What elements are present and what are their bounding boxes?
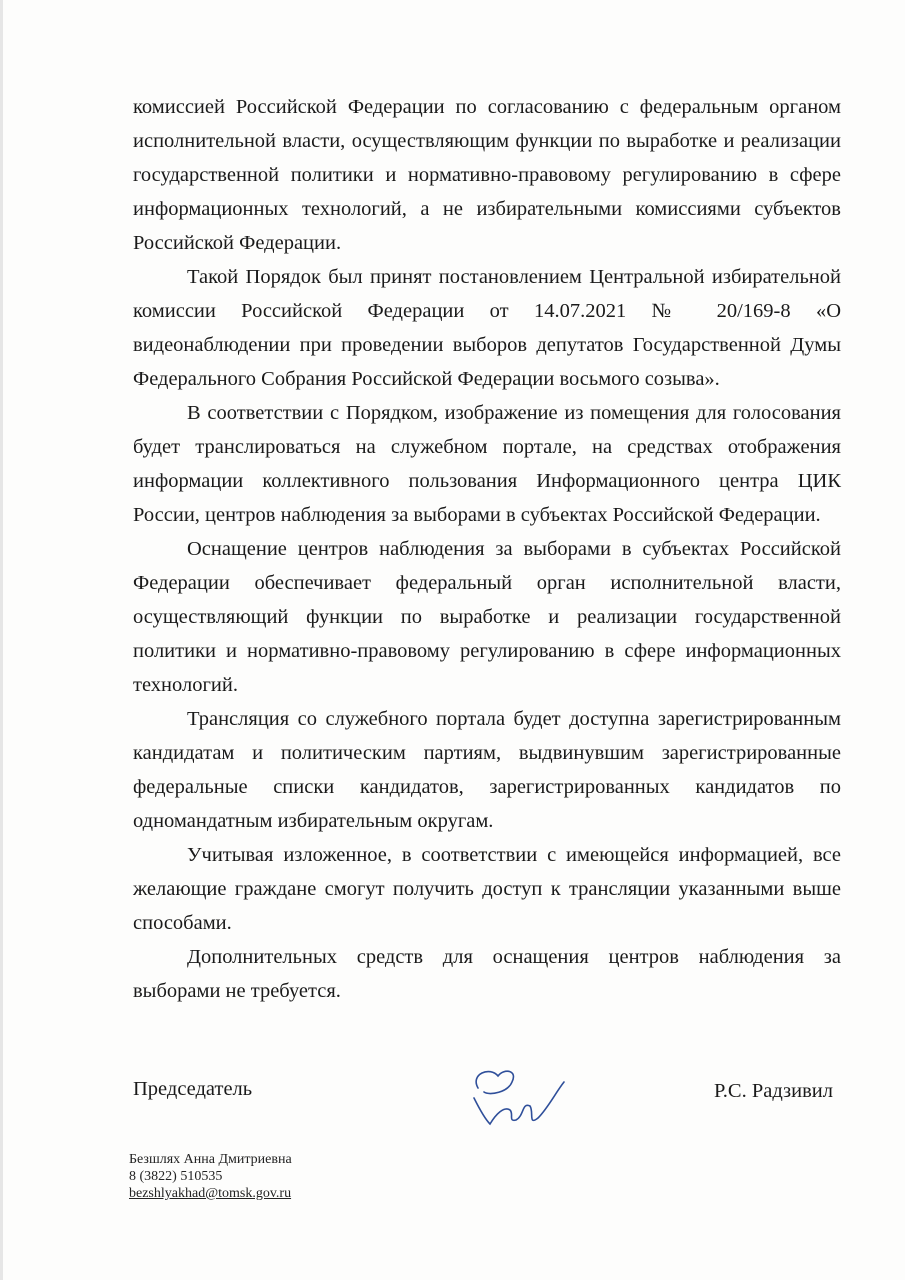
letter-body (133, 90, 841, 1008)
paragraph-broadcast-locations: В соответствии с Порядком, изображение из помещения для голосования будет транслироваться на служебном портале, на средствах отображения информации коллективного пользования Информационного центра ЦИК России, центров наблюдения за выборами в субъектах Российской Федерации. (133, 402, 841, 526)
executor-contact (129, 1151, 292, 1202)
signatory-title: Председатель (133, 1078, 253, 1100)
executor-phone: 8 (3822) 510535 (129, 1169, 223, 1184)
executor-name: Безшлях Анна Дмитриевна (129, 1152, 292, 1167)
paragraph-centers-equipment: Оснащение центров наблюдения за выборами в субъектах Российской Федерации обеспечивает федеральный орган исполнительной власти, осуществляющий функции по выработке и реализации государственной политики и нормативно-правовому регулированию в сфере информационных технологий. (133, 538, 841, 696)
signature-block (133, 1078, 833, 1138)
scan-edge (0, 0, 3, 1280)
paragraph-continuation: комиссией Российской Федерации по согласованию с федеральным органом исполнительной власти, осуществляющим функции по выработке и реализации государственной политики и нормативно-правовому регулированию в сфере информационных технологий, а не избирательными комиссиями субъектов Российской Федерации. (133, 96, 841, 254)
handwritten-signature (460, 1062, 570, 1132)
paragraph-citizens-access: Учитывая изложенное, в соответствии с имеющейся информацией, все желающие граждане смогут получить доступ к трансляции указанными выше способами. (133, 844, 841, 934)
paragraph-procedure-adopted: Такой Порядок был принят постановлением Центральной избирательной комиссии Российской Федерации от 14.07.2021 № 20/169-8 «О видеонаблюдении при проведении выборов депутатов Государственной Думы Федерального Собрания Российской Федерации восьмого созыва». (133, 266, 841, 390)
signatory-name: Р.С. Радзивил (713, 1080, 833, 1102)
executor-email[interactable]: bezshlyakhad@tomsk.gov.ru (129, 1186, 292, 1201)
paragraph-no-extra-funds: Дополнительных средств для оснащения центров наблюдения за выборами не требуется. (133, 946, 841, 1002)
paragraph-portal-access: Трансляция со служебного портала будет доступна зарегистрированным кандидатам и политическим партиям, выдвинувшим зарегистрированные федеральные списки кандидатов, зарегистрированных кандидатов по одномандатным избирательным округам. (133, 708, 841, 832)
